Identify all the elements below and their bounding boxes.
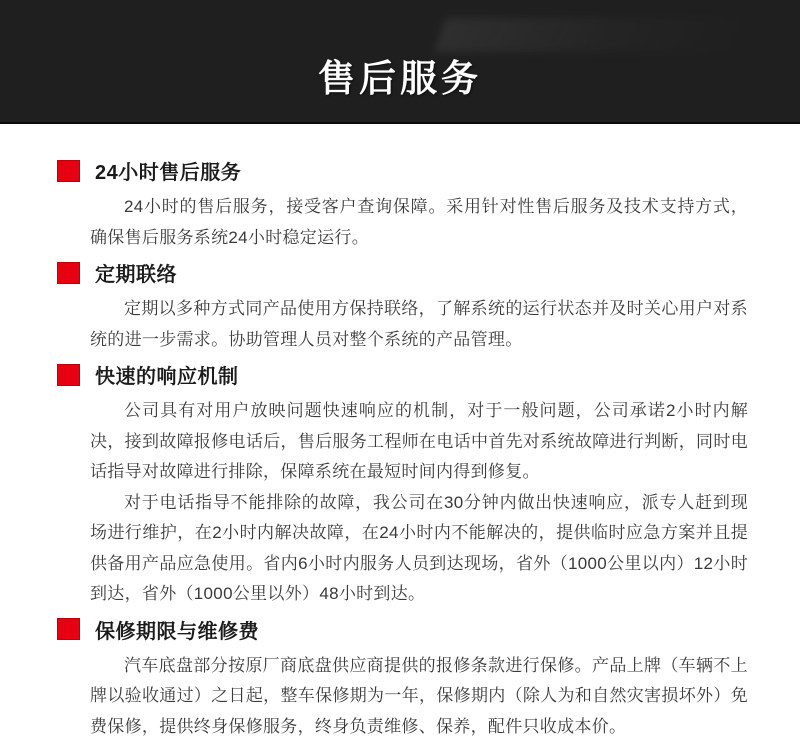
header-banner <box>0 0 800 124</box>
content-area <box>0 124 800 742</box>
section-heading: 定期联络 <box>95 258 177 287</box>
section-heading: 保修期限与维修费 <box>95 615 259 644</box>
section-paragraph: 公司具有对用户放映问题快速响应的机制，对于一般问题，公司承诺2小时内解决，接到故障报修电话后，售后服务工程师在电话中首先对系统故障进行判断，同时电话指导对故障进行排除，保障系统在最短时间内得到修复。 <box>90 396 748 488</box>
section-24h-service <box>57 156 748 253</box>
section-paragraph: 对于电话指导不能排除的故障，我公司在30分钟内做出快速响应，派专人赶到现场进行维护，在2小时内解决故障，在24小时内不能解决的，提供临时应急方案并且提供备用产品应急使用。省内6小时内服务人员到达现场，省外（1000公里以内）12小时到达，省外（1000公里以外）48小时到达。 <box>90 488 748 610</box>
section-body <box>57 192 748 253</box>
section-heading-row <box>57 258 748 287</box>
section-rapid-response <box>57 360 748 610</box>
red-square-bullet-icon <box>57 262 80 284</box>
section-heading-row <box>57 156 748 185</box>
section-heading-row <box>57 615 748 644</box>
section-body <box>57 396 748 610</box>
section-body <box>57 294 748 355</box>
section-paragraph: 24小时的售后服务，接受客户查询保障。采用针对性售后服务及技术支持方式，确保售后服务系统24小时稳定运行。 <box>90 192 748 253</box>
section-heading: 快速的响应机制 <box>95 360 239 389</box>
section-body <box>57 651 748 742</box>
red-square-bullet-icon <box>57 160 80 182</box>
watermark-smudge <box>434 18 745 52</box>
page-title: 售后服务 <box>318 48 482 102</box>
red-square-bullet-icon <box>57 618 80 640</box>
section-heading: 24小时售后服务 <box>95 156 241 185</box>
section-regular-contact <box>57 258 748 355</box>
section-warranty-fees <box>57 615 748 742</box>
section-heading-row <box>57 360 748 389</box>
section-paragraph: 定期以多种方式同产品使用方保持联络，了解系统的运行状态并及时关心用户对系统的进一步需求。协助管理人员对整个系统的产品管理。 <box>90 294 748 355</box>
section-paragraph: 汽车底盘部分按原厂商底盘供应商提供的报修条款进行保修。产品上牌（车辆不上牌以验收通过）之日起，整车保修期为一年，保修期内（除人为和自然灾害损坏外）免费保修，提供终身保修服务，终身负责维修、保养，配件只收成本价。 <box>90 651 748 742</box>
red-square-bullet-icon <box>57 364 80 386</box>
